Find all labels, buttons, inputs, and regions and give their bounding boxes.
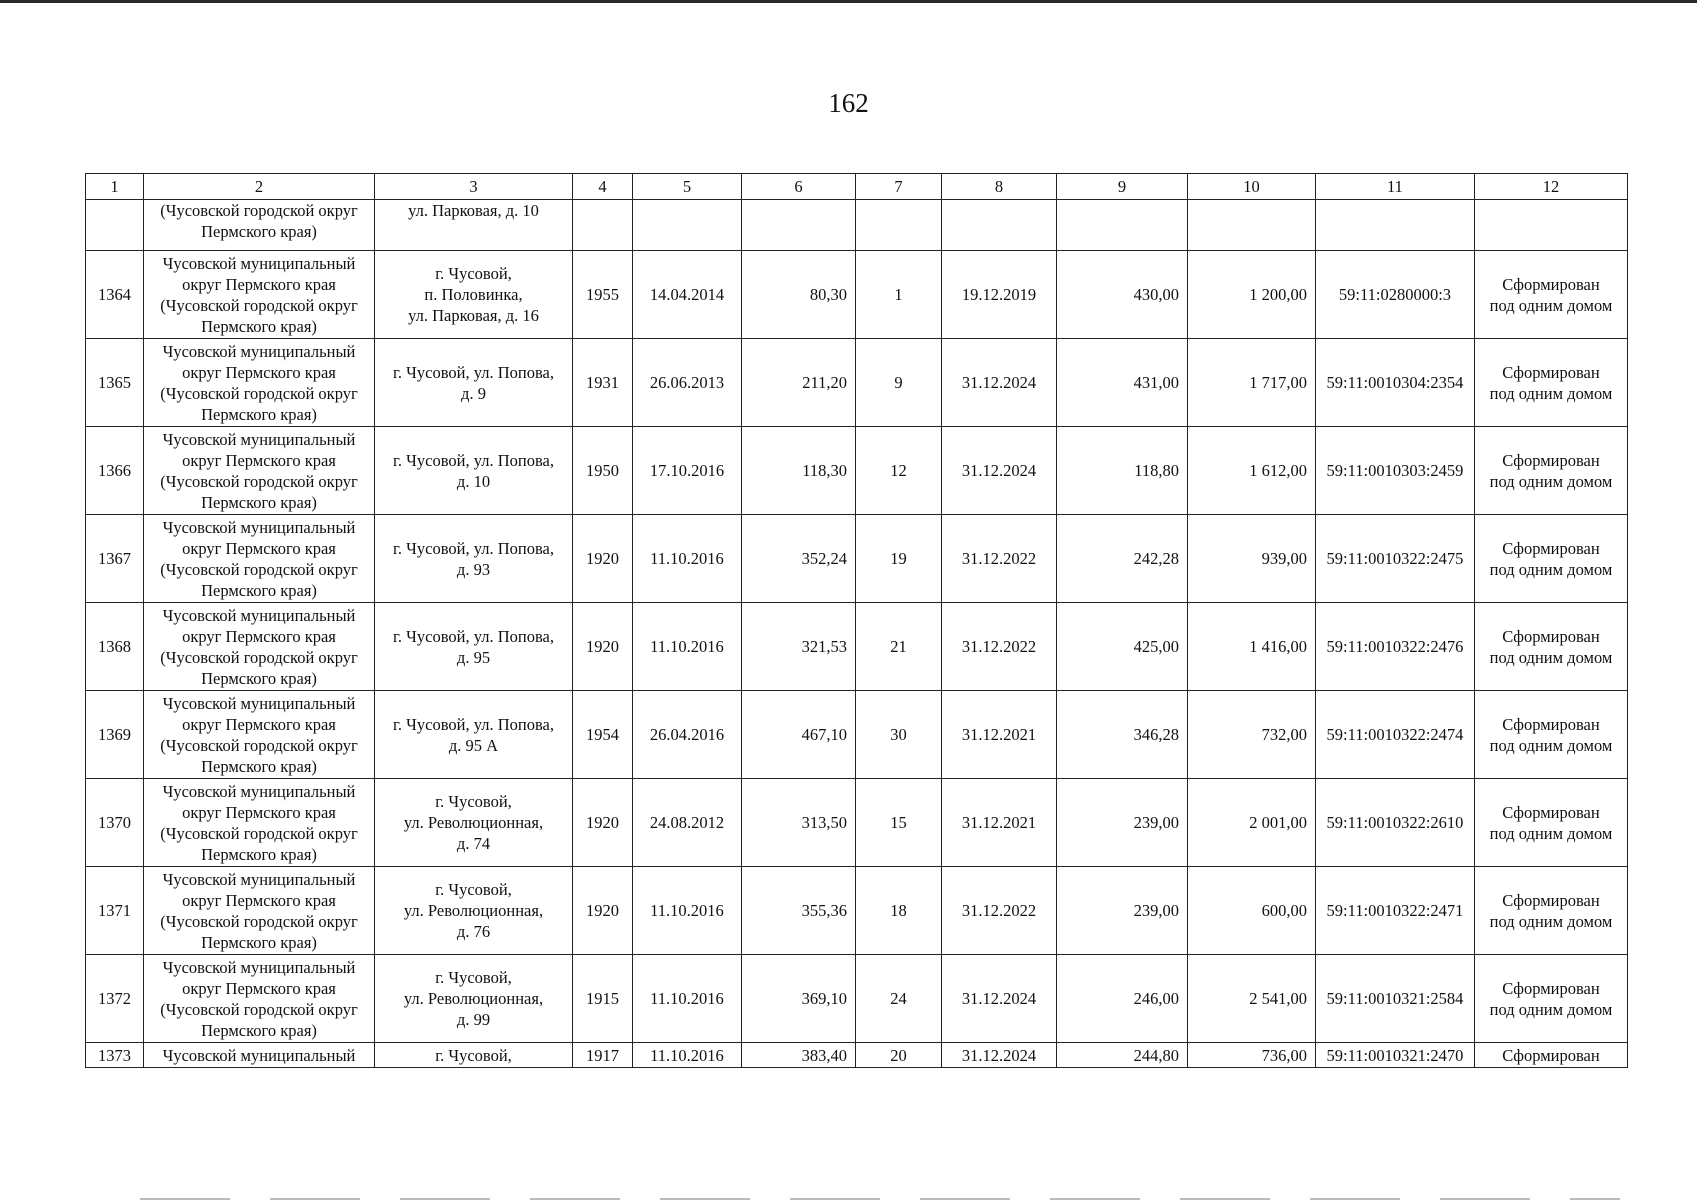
address-line: ул. Революционная, — [403, 813, 544, 832]
column-number: 1 — [86, 174, 144, 200]
cell-status — [1475, 955, 1628, 1043]
municipality-line: (Чусовской городской округ — [160, 823, 358, 843]
cell-municipality — [144, 867, 375, 955]
cell-deadline: 31.12.2024 — [942, 1043, 1057, 1068]
column-number: 8 — [942, 174, 1057, 200]
table-row — [86, 691, 1628, 779]
cell-count: 15 — [856, 779, 942, 867]
cell-municipality — [144, 200, 375, 251]
municipality-line: Чусовской муниципальный — [162, 781, 356, 801]
cell-cadastral: 59:11:0010304:2354 — [1316, 339, 1475, 427]
cell-date: 17.10.2016 — [633, 427, 742, 515]
municipality-line: Пермского края) — [201, 580, 317, 600]
address-line: г. Чусовой, — [435, 968, 512, 987]
cell-count: 20 — [856, 1043, 942, 1068]
address-line: ул. Парковая, д. 10 — [408, 201, 539, 220]
table-row — [86, 427, 1628, 515]
status-line: Сформирован — [1502, 538, 1600, 558]
cell-cadastral: 59:11:0280000:3 — [1316, 251, 1475, 339]
cell-value10: 1 717,00 — [1188, 339, 1316, 427]
table-row — [86, 779, 1628, 867]
status-line: Сформирован — [1502, 450, 1600, 470]
cell-area: 118,30 — [742, 427, 856, 515]
column-number: 10 — [1188, 174, 1316, 200]
municipality-line: Чусовской муниципальный — [162, 253, 356, 273]
cell-area: 80,30 — [742, 251, 856, 339]
municipality-line: Пермского края) — [201, 316, 317, 336]
address-line: ул. Революционная, — [403, 989, 544, 1008]
cell-status — [1475, 200, 1628, 251]
cell-value10: 600,00 — [1188, 867, 1316, 955]
cell-address — [375, 427, 573, 515]
status-line: под одним домом — [1489, 735, 1613, 755]
cell-municipality — [144, 955, 375, 1043]
cell-status — [1475, 779, 1628, 867]
cell-status — [1475, 603, 1628, 691]
status-line: Сформирован — [1502, 274, 1600, 294]
cell-deadline: 19.12.2019 — [942, 251, 1057, 339]
status-line: под одним домом — [1489, 471, 1613, 491]
cell-value9: 246,00 — [1057, 955, 1188, 1043]
cell-cadastral: 59:11:0010303:2459 — [1316, 427, 1475, 515]
cell-deadline — [942, 200, 1057, 251]
cell-count: 24 — [856, 955, 942, 1043]
municipality-line: Чусовской муниципальный — [162, 429, 356, 449]
cell-area: 467,10 — [742, 691, 856, 779]
status-line: Сформирован — [1502, 1045, 1600, 1065]
cell-value10: 736,00 — [1188, 1043, 1316, 1068]
cell-municipality — [144, 691, 375, 779]
cell-status — [1475, 339, 1628, 427]
cell-municipality — [144, 339, 375, 427]
table-row — [86, 339, 1628, 427]
cell-year: 1931 — [573, 339, 633, 427]
cell-count: 1 — [856, 251, 942, 339]
cell-cadastral: 59:11:0010322:2610 — [1316, 779, 1475, 867]
municipality-line: Пермского края) — [201, 1020, 317, 1040]
address-line: г. Чусовой, ул. Попова, — [393, 714, 554, 734]
column-number: 4 — [573, 174, 633, 200]
address-line: г. Чусовой, ул. Попова, — [393, 538, 554, 558]
status-line: под одним домом — [1489, 823, 1613, 843]
cell-cadastral: 59:11:0010322:2476 — [1316, 603, 1475, 691]
cell-value9: 118,80 — [1057, 427, 1188, 515]
cell-address — [375, 691, 573, 779]
table-row — [86, 955, 1628, 1043]
cell-no: 1367 — [86, 515, 144, 603]
address-line: г. Чусовой, ул. Попова, — [393, 626, 554, 646]
municipality-line: Пермского края) — [201, 932, 317, 952]
cell-area: 211,20 — [742, 339, 856, 427]
cell-status — [1475, 515, 1628, 603]
cell-date — [633, 200, 742, 251]
status-line: Сформирован — [1502, 362, 1600, 382]
cell-value9: 242,28 — [1057, 515, 1188, 603]
municipality-line: (Чусовской городской округ — [160, 999, 358, 1019]
cell-date: 11.10.2016 — [633, 515, 742, 603]
address-line: г. Чусовой, — [435, 264, 512, 283]
cell-area: 383,40 — [742, 1043, 856, 1068]
column-number: 2 — [144, 174, 375, 200]
cell-address — [375, 779, 573, 867]
municipality-line: (Чусовской городской округ — [160, 911, 358, 931]
cell-count: 19 — [856, 515, 942, 603]
cell-date: 11.10.2016 — [633, 603, 742, 691]
page-number: 162 — [828, 88, 869, 118]
cell-year: 1955 — [573, 251, 633, 339]
status-line: под одним домом — [1489, 295, 1613, 315]
status-line: Сформирован — [1502, 978, 1600, 998]
cell-deadline: 31.12.2024 — [942, 339, 1057, 427]
address-line: п. Половинка, — [424, 285, 523, 304]
cell-area: 369,10 — [742, 955, 856, 1043]
column-number: 9 — [1057, 174, 1188, 200]
cell-municipality — [144, 603, 375, 691]
address-line: д. 76 — [456, 922, 491, 941]
cell-value9: 431,00 — [1057, 339, 1188, 427]
cell-count: 18 — [856, 867, 942, 955]
address-line: д. 99 — [456, 1010, 491, 1029]
cell-value10: 1 200,00 — [1188, 251, 1316, 339]
municipality-line: (Чусовской городской округ — [160, 559, 358, 579]
cell-municipality — [144, 251, 375, 339]
column-number: 5 — [633, 174, 742, 200]
cell-address — [375, 200, 573, 251]
cell-no: 1366 — [86, 427, 144, 515]
cell-deadline: 31.12.2022 — [942, 603, 1057, 691]
table-row — [86, 1043, 1628, 1068]
cell-value9: 244,80 — [1057, 1043, 1188, 1068]
cell-value10: 732,00 — [1188, 691, 1316, 779]
municipality-line: (Чусовской городской округ — [160, 295, 358, 315]
municipality-line: Чусовской муниципальный — [162, 957, 356, 977]
address-line: ул. Революционная, — [403, 901, 544, 920]
cell-status — [1475, 691, 1628, 779]
cell-deadline: 31.12.2022 — [942, 867, 1057, 955]
cell-value9: 425,00 — [1057, 603, 1188, 691]
cell-no: 1364 — [86, 251, 144, 339]
cell-status — [1475, 1043, 1628, 1068]
status-line: под одним домом — [1489, 383, 1613, 403]
cell-address — [375, 1043, 573, 1068]
address-line: г. Чусовой, — [435, 1045, 512, 1065]
cell-cadastral: 59:11:0010322:2474 — [1316, 691, 1475, 779]
cell-value10: 939,00 — [1188, 515, 1316, 603]
cell-address — [375, 251, 573, 339]
cell-municipality — [144, 779, 375, 867]
cell-deadline: 31.12.2024 — [942, 955, 1057, 1043]
municipality-line: (Чусовской городской округ — [160, 201, 358, 220]
address-line: д. 95 А — [448, 735, 499, 755]
cell-value10 — [1188, 200, 1316, 251]
continued-row — [86, 200, 1628, 251]
table-row — [86, 515, 1628, 603]
municipality-line: Чусовской муниципальный — [162, 693, 356, 713]
municipality-line: округ Пермского края — [182, 362, 336, 382]
cell-municipality — [144, 1043, 375, 1068]
cell-status — [1475, 427, 1628, 515]
municipality-line: округ Пермского края — [182, 802, 336, 822]
cell-area: 321,53 — [742, 603, 856, 691]
cell-year: 1950 — [573, 427, 633, 515]
municipality-line: Чусовской муниципальный — [162, 517, 356, 537]
table-body — [86, 174, 1628, 1068]
cell-value9: 346,28 — [1057, 691, 1188, 779]
municipality-line: Пермского края) — [201, 222, 317, 241]
municipality-line: Пермского края) — [201, 756, 317, 776]
municipality-line: Пермского края) — [201, 404, 317, 424]
cell-date: 11.10.2016 — [633, 955, 742, 1043]
cell-value9: 239,00 — [1057, 867, 1188, 955]
column-number: 6 — [742, 174, 856, 200]
registry-table — [85, 173, 1628, 1068]
column-number-row — [86, 174, 1628, 200]
municipality-line: Пермского края) — [201, 668, 317, 688]
cell-cadastral: 59:11:0010321:2470 — [1316, 1043, 1475, 1068]
cell-date: 11.10.2016 — [633, 1043, 742, 1068]
table-row — [86, 251, 1628, 339]
cell-value9: 430,00 — [1057, 251, 1188, 339]
cell-year: 1954 — [573, 691, 633, 779]
cell-value10: 2 541,00 — [1188, 955, 1316, 1043]
cell-area — [742, 200, 856, 251]
cell-address — [375, 867, 573, 955]
cell-date: 11.10.2016 — [633, 867, 742, 955]
address-line: д. 93 — [456, 559, 491, 579]
municipality-line: округ Пермского края — [182, 978, 336, 998]
cell-year: 1920 — [573, 867, 633, 955]
cell-year: 1920 — [573, 603, 633, 691]
municipality-line: округ Пермского края — [182, 274, 336, 294]
address-line: ул. Парковая, д. 16 — [408, 306, 539, 325]
municipality-line: округ Пермского края — [182, 714, 336, 734]
address-line: г. Чусовой, — [435, 880, 512, 899]
cell-no: 1371 — [86, 867, 144, 955]
cell-cadastral: 59:11:0010322:2471 — [1316, 867, 1475, 955]
municipality-line: Чусовской муниципальный — [162, 869, 356, 889]
cell-date: 14.04.2014 — [633, 251, 742, 339]
table-row — [86, 867, 1628, 955]
cell-year: 1917 — [573, 1043, 633, 1068]
cell-year: 1920 — [573, 515, 633, 603]
cell-cadastral: 59:11:0010321:2584 — [1316, 955, 1475, 1043]
municipality-line: Чусовской муниципальный — [162, 605, 356, 625]
cell-no: 1372 — [86, 955, 144, 1043]
cell-no: 1365 — [86, 339, 144, 427]
municipality-line: (Чусовской городской округ — [160, 647, 358, 667]
cell-area: 355,36 — [742, 867, 856, 955]
cell-municipality — [144, 427, 375, 515]
scan-top-edge — [0, 0, 1697, 3]
cell-cadastral: 59:11:0010322:2475 — [1316, 515, 1475, 603]
status-line: Сформирован — [1502, 890, 1600, 910]
cell-count: 9 — [856, 339, 942, 427]
municipality-line: (Чусовской городской округ — [160, 383, 358, 403]
cell-value10: 2 001,00 — [1188, 779, 1316, 867]
cell-no: 1373 — [86, 1043, 144, 1068]
cell-address — [375, 603, 573, 691]
municipality-line: Пермского края) — [201, 844, 317, 864]
municipality-line: (Чусовской городской округ — [160, 471, 358, 491]
column-number: 12 — [1475, 174, 1628, 200]
status-line: под одним домом — [1489, 999, 1613, 1019]
cell-date: 26.04.2016 — [633, 691, 742, 779]
status-line: под одним домом — [1489, 559, 1613, 579]
cell-municipality — [144, 515, 375, 603]
cell-count — [856, 200, 942, 251]
cell-address — [375, 339, 573, 427]
cell-area: 352,24 — [742, 515, 856, 603]
cell-count: 30 — [856, 691, 942, 779]
address-line: д. 10 — [456, 471, 491, 491]
cell-year: 1920 — [573, 779, 633, 867]
cell-no: 1369 — [86, 691, 144, 779]
address-line: д. 95 — [456, 647, 491, 667]
municipality-line: Чусовской муниципальный — [162, 341, 356, 361]
table-row — [86, 603, 1628, 691]
cell-count: 21 — [856, 603, 942, 691]
column-number: 3 — [375, 174, 573, 200]
cell-count: 12 — [856, 427, 942, 515]
address-line: г. Чусовой, ул. Попова, — [393, 450, 554, 470]
cell-address — [375, 955, 573, 1043]
address-line: г. Чусовой, — [435, 792, 512, 811]
cell-year — [573, 200, 633, 251]
cell-date: 26.06.2013 — [633, 339, 742, 427]
cell-no: 1368 — [86, 603, 144, 691]
cell-area: 313,50 — [742, 779, 856, 867]
address-line: г. Чусовой, ул. Попова, — [393, 362, 554, 382]
cell-address — [375, 515, 573, 603]
municipality-line: округ Пермского края — [182, 890, 336, 910]
municipality-line: Пермского края) — [201, 492, 317, 512]
municipality-line: Чусовской муниципальный — [162, 1045, 356, 1065]
cell-value9 — [1057, 200, 1188, 251]
municipality-line: (Чусовской городской округ — [160, 735, 358, 755]
cell-no: 1370 — [86, 779, 144, 867]
municipality-line: округ Пермского края — [182, 450, 336, 470]
cell-value10: 1 416,00 — [1188, 603, 1316, 691]
address-line: д. 9 — [461, 383, 486, 403]
cell-no — [86, 200, 144, 251]
cell-value9: 239,00 — [1057, 779, 1188, 867]
cell-deadline: 31.12.2022 — [942, 515, 1057, 603]
status-line: под одним домом — [1489, 647, 1613, 667]
cell-deadline: 31.12.2021 — [942, 691, 1057, 779]
status-line: Сформирован — [1502, 714, 1600, 734]
cell-value10: 1 612,00 — [1188, 427, 1316, 515]
status-line: Сформирован — [1502, 802, 1600, 822]
address-line: д. 74 — [456, 834, 491, 853]
cell-status — [1475, 251, 1628, 339]
column-number: 11 — [1316, 174, 1475, 200]
cell-date: 24.08.2012 — [633, 779, 742, 867]
cell-cadastral — [1316, 200, 1475, 251]
cell-deadline: 31.12.2021 — [942, 779, 1057, 867]
cell-year: 1915 — [573, 955, 633, 1043]
municipality-line: округ Пермского края — [182, 538, 336, 558]
status-line: Сформирован — [1502, 626, 1600, 646]
cell-deadline: 31.12.2024 — [942, 427, 1057, 515]
cell-status — [1475, 867, 1628, 955]
column-number: 7 — [856, 174, 942, 200]
status-line: под одним домом — [1489, 911, 1613, 931]
municipality-line: округ Пермского края — [182, 626, 336, 646]
